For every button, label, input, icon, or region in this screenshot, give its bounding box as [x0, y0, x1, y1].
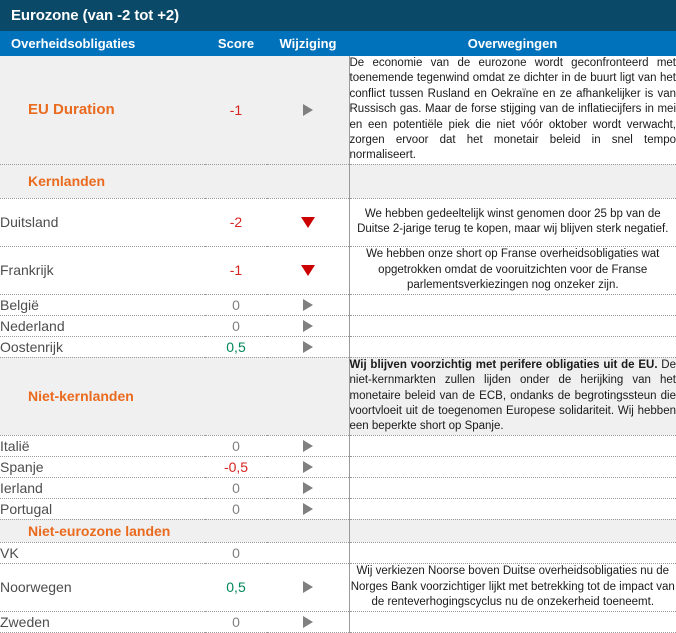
flat-arrow-icon — [303, 482, 313, 494]
table-row — [0, 315, 676, 336]
row-change-cell — [267, 498, 349, 519]
row-score: 0 — [205, 315, 267, 336]
row-comment — [349, 56, 676, 164]
row-change-cell — [267, 563, 349, 611]
column-header-name: Overheidsobligaties — [0, 37, 205, 50]
flat-arrow-icon — [303, 616, 313, 628]
table-row — [0, 498, 676, 519]
row-comment — [349, 435, 676, 456]
row-change-cell — [267, 246, 349, 294]
row-comment — [349, 294, 676, 315]
flat-arrow-icon — [303, 104, 313, 116]
section-label: Niet-kernlanden — [0, 357, 205, 435]
row-score: 0 — [205, 477, 267, 498]
row-comment-lead: Wij blijven voorzichtig met perifere obligaties uit de EU. — [350, 359, 662, 371]
row-score: -1 — [205, 56, 267, 164]
row-score: 0,5 — [205, 563, 267, 611]
row-label: EU Duration — [0, 56, 205, 164]
row-change-cell — [267, 336, 349, 357]
row-label: Duitsland — [0, 198, 205, 246]
row-label: Zweden — [0, 611, 205, 632]
section-header-row — [0, 519, 676, 542]
row-comment — [349, 477, 676, 498]
row-change-cell — [267, 357, 349, 435]
section-header-row — [0, 357, 676, 435]
row-score: -2 — [205, 198, 267, 246]
row-comment-text: We hebben gedeeltelijk winst genomen door 25 bp van de Duitse 2-jarige terug te kopen, maar wij blijven sterk negatief. — [357, 208, 668, 235]
row-comment — [349, 198, 676, 246]
row-change-cell — [267, 315, 349, 336]
table-row — [0, 246, 676, 294]
table-row — [0, 611, 676, 632]
row-change-cell — [267, 477, 349, 498]
column-header-comment: Overwegingen — [349, 37, 676, 50]
allocation-table-body — [0, 56, 676, 632]
row-score — [205, 357, 267, 435]
row-score — [205, 519, 267, 542]
allocation-table — [0, 56, 676, 633]
row-label: Spanje — [0, 456, 205, 477]
flat-arrow-icon — [303, 440, 313, 452]
row-change-cell — [267, 611, 349, 632]
row-score — [205, 164, 267, 198]
flat-arrow-icon — [303, 461, 313, 473]
row-score: -1 — [205, 246, 267, 294]
row-score: 0 — [205, 498, 267, 519]
row-comment — [349, 498, 676, 519]
row-score: 0 — [205, 435, 267, 456]
row-score: -0,5 — [205, 456, 267, 477]
row-comment — [349, 542, 676, 563]
row-label: Italië — [0, 435, 205, 456]
row-comment-text: We hebben onze short op Franse overheidsobligaties wat opgetrokken omdat de vooruitzichten voor de Franse parlementsverkiezingen nog onzeker zijn. — [366, 248, 659, 291]
flat-arrow-icon — [303, 581, 313, 593]
row-comment — [349, 164, 676, 198]
row-comment — [349, 563, 676, 611]
flat-arrow-icon — [303, 299, 313, 311]
section-header-row — [0, 164, 676, 198]
row-label: Ierland — [0, 477, 205, 498]
row-change-cell — [267, 542, 349, 563]
column-header-row — [0, 31, 676, 56]
column-header-change: Wijziging — [267, 37, 349, 50]
table-row — [0, 435, 676, 456]
section-label: Niet-eurozone landen — [0, 519, 205, 542]
row-comment — [349, 246, 676, 294]
row-label: Nederland — [0, 315, 205, 336]
row-change-cell — [267, 519, 349, 542]
row-comment — [349, 456, 676, 477]
row-comment-text: Wij verkiezen Noorse boven Duitse overheidsobligaties nu de Norges Bank voorzichtiger lijkt met betrekking tot de impact van de renteverhogingscyclus nu de onzekerheid toeneemt. — [351, 565, 675, 608]
row-comment — [349, 336, 676, 357]
row-label: Noorwegen — [0, 563, 205, 611]
row-score: 0 — [205, 611, 267, 632]
row-comment — [349, 315, 676, 336]
down-arrow-icon — [301, 217, 315, 228]
flat-arrow-icon — [303, 341, 313, 353]
table-row — [0, 477, 676, 498]
row-change-cell — [267, 198, 349, 246]
row-change-cell — [267, 164, 349, 198]
row-label: België — [0, 294, 205, 315]
table-row — [0, 336, 676, 357]
table-row — [0, 456, 676, 477]
section-label: Kernlanden — [0, 164, 205, 198]
row-label: VK — [0, 542, 205, 563]
flat-arrow-icon — [303, 320, 313, 332]
row-comment-text: De economie van de eurozone wordt geconfronteerd met toenemende tegenwind omdat ze dichter in de buurt ligt van het conflict tussen Rusland en Oekraïne en ze afhankelijker is van Russisch gas. Maar de forse stijging van de inflatiecijfers in mei en een potentiële piek die niet vóór oktober wordt verwacht, zorgen ervoor dat het monetair beleid in snel tempo normaliseert. — [350, 57, 676, 161]
panel-title-bar — [0, 0, 676, 31]
row-score: 0 — [205, 294, 267, 315]
row-label: Portugal — [0, 498, 205, 519]
row-comment — [349, 519, 676, 542]
down-arrow-icon — [301, 265, 315, 276]
row-label: Oostenrijk — [0, 336, 205, 357]
row-change-cell — [267, 56, 349, 164]
row-score: 0 — [205, 542, 267, 563]
row-change-cell — [267, 435, 349, 456]
table-row — [0, 563, 676, 611]
row-comment — [349, 357, 676, 435]
row-label: Frankrijk — [0, 246, 205, 294]
row-change-cell — [267, 294, 349, 315]
panel-title: Eurozone (van -2 tot +2) — [11, 8, 179, 23]
column-header-score: Score — [205, 37, 267, 50]
row-change-cell — [267, 456, 349, 477]
row-comment — [349, 611, 676, 632]
table-row — [0, 542, 676, 563]
table-row — [0, 198, 676, 246]
table-row — [0, 294, 676, 315]
row-comment-text: De niet-kernmarkten zullen lijden onder de herijking van het monetaire beleid van de ECB, ondanks de begrotingssteun die voortvloeit uit de toegenomen Europese solidariteit. Wij hebben een beperkte short op Spanje. — [350, 359, 676, 433]
row-score: 0,5 — [205, 336, 267, 357]
flat-arrow-icon — [303, 503, 313, 515]
table-row — [0, 56, 676, 164]
